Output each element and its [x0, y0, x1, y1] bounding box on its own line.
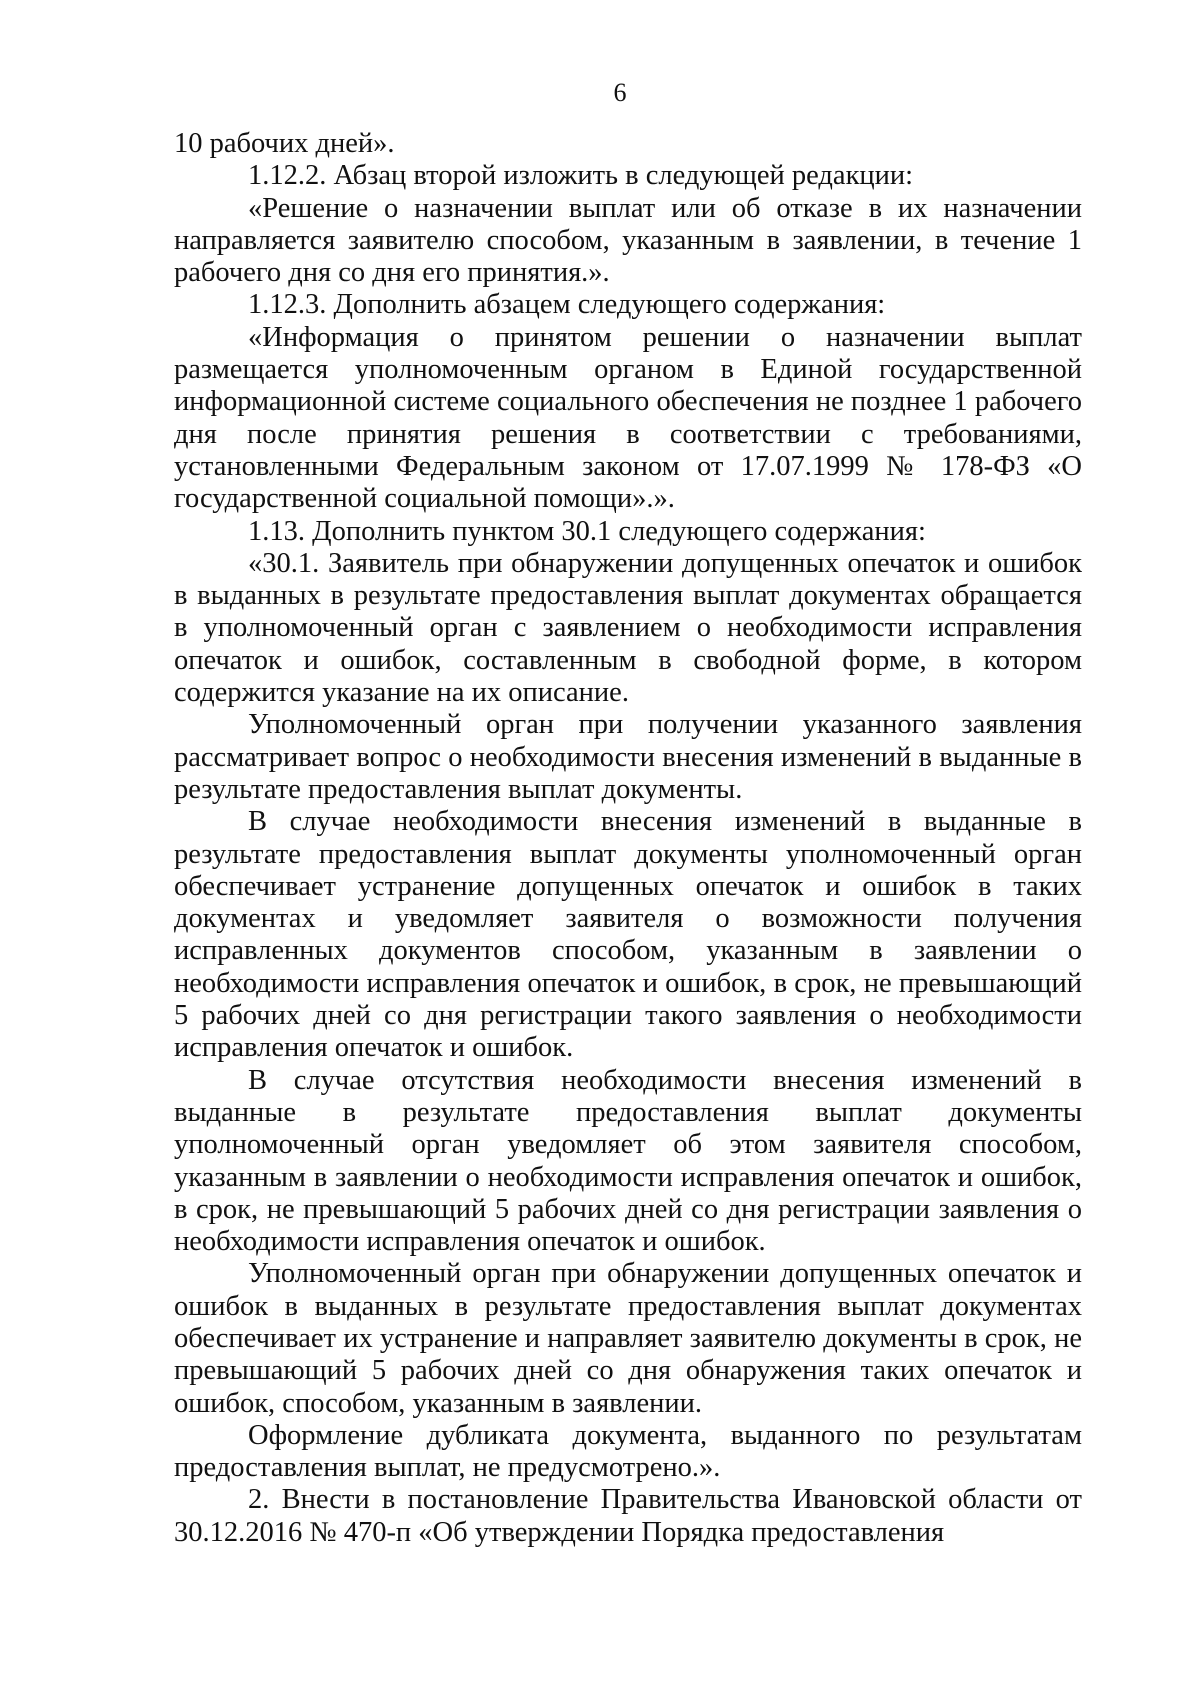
paragraph-1-12-2: 1.12.2. Абзац второй изложить в следующей редакции: [248, 160, 914, 192]
paragraph-changes-needed: В случае необходимости внесения изменений в выданные в результате предоставления выплат документы уполномоченный орган обеспечивает устранение допущенных опечаток и ошибок в таких документах и уведомляет заявителя о возможности получения исправленных документов способом, указанным в заявлении о необходимости исправления опечаток и ошибок, в срок, не превышающий 5 рабочих дней со дня регистрации такого заявления о необходимости исправления опечаток и ошибок. [174, 806, 1082, 1064]
paragraph-duplicate: Оформление дубликата документа, выданного по результатам предоставления выплат, не предусмотрено.». [174, 1419, 1082, 1484]
paragraph-authority-review: Уполномоченный орган при получении указанного заявления рассматривает вопрос о необходимости внесения изменений в выданные в результате предоставления выплат документы. [174, 709, 1082, 805]
page-number: 6 [613, 78, 627, 107]
paragraph-30-1: «30.1. Заявитель при обнаружении допущенных опечаток и ошибок в выданных в результате предоставления выплат документах обращается в уполномоченный орган с заявлением о необходимости исправления опечаток и ошибок, составленным в свободной форме, в котором содержится указание на их описание. [174, 547, 1082, 709]
paragraph-1-13: 1.13. Дополнить пунктом 30.1 следующего содержания: [248, 515, 926, 547]
paragraph-continuation: 10 рабочих дней». [174, 128, 395, 159]
document-body [174, 128, 1082, 1549]
paragraph-2: 2. Внести в постановление Правительства Ивановской области от 30.12.2016 № 470-п «Об утверждении Порядка предоставления [174, 1484, 1082, 1548]
paragraph-information-quote: «Информация о принятом решении о назначении выплат размещается уполномоченным органом в Единой государственной информационной системе социального обеспечения не позднее 1 рабочего дня после принятия решения в соответствии с требованиями, установленными Федеральным законом от 17.07.1999 № 178-ФЗ «О государственной социальной помощи».». [174, 321, 1082, 515]
paragraph-1-12-3: 1.12.3. Дополнить абзацем следующего содержания: [248, 289, 886, 321]
paragraph-no-changes-needed: В случае отсутствия необходимости внесения изменений в выданные в результате предоставления выплат документы уполномоченный орган уведомляет об этом заявителя способом, указанным в заявлении о необходимости исправления опечаток и ошибок, в срок, не превышающий 5 рабочих дней со дня регистрации заявления о необходимости исправления опечаток и ошибок. [174, 1064, 1082, 1258]
paragraph-authority-detects-errors: Уполномоченный орган при обнаружении допущенных опечаток и ошибок в выданных в результате предоставления выплат документах обеспечивает их устранение и направляет заявителю документы в срок, не превышающий 5 рабочих дней со дня обнаружения таких опечаток и ошибок, способом, указанным в заявлении. [174, 1258, 1082, 1419]
paragraph-decision-quote: «Решение о назначении выплат или об отказе в их назначении направляется заявителю способом, указанным в заявлении, в течение 1 рабочего дня со дня его принятия.». [174, 192, 1082, 289]
